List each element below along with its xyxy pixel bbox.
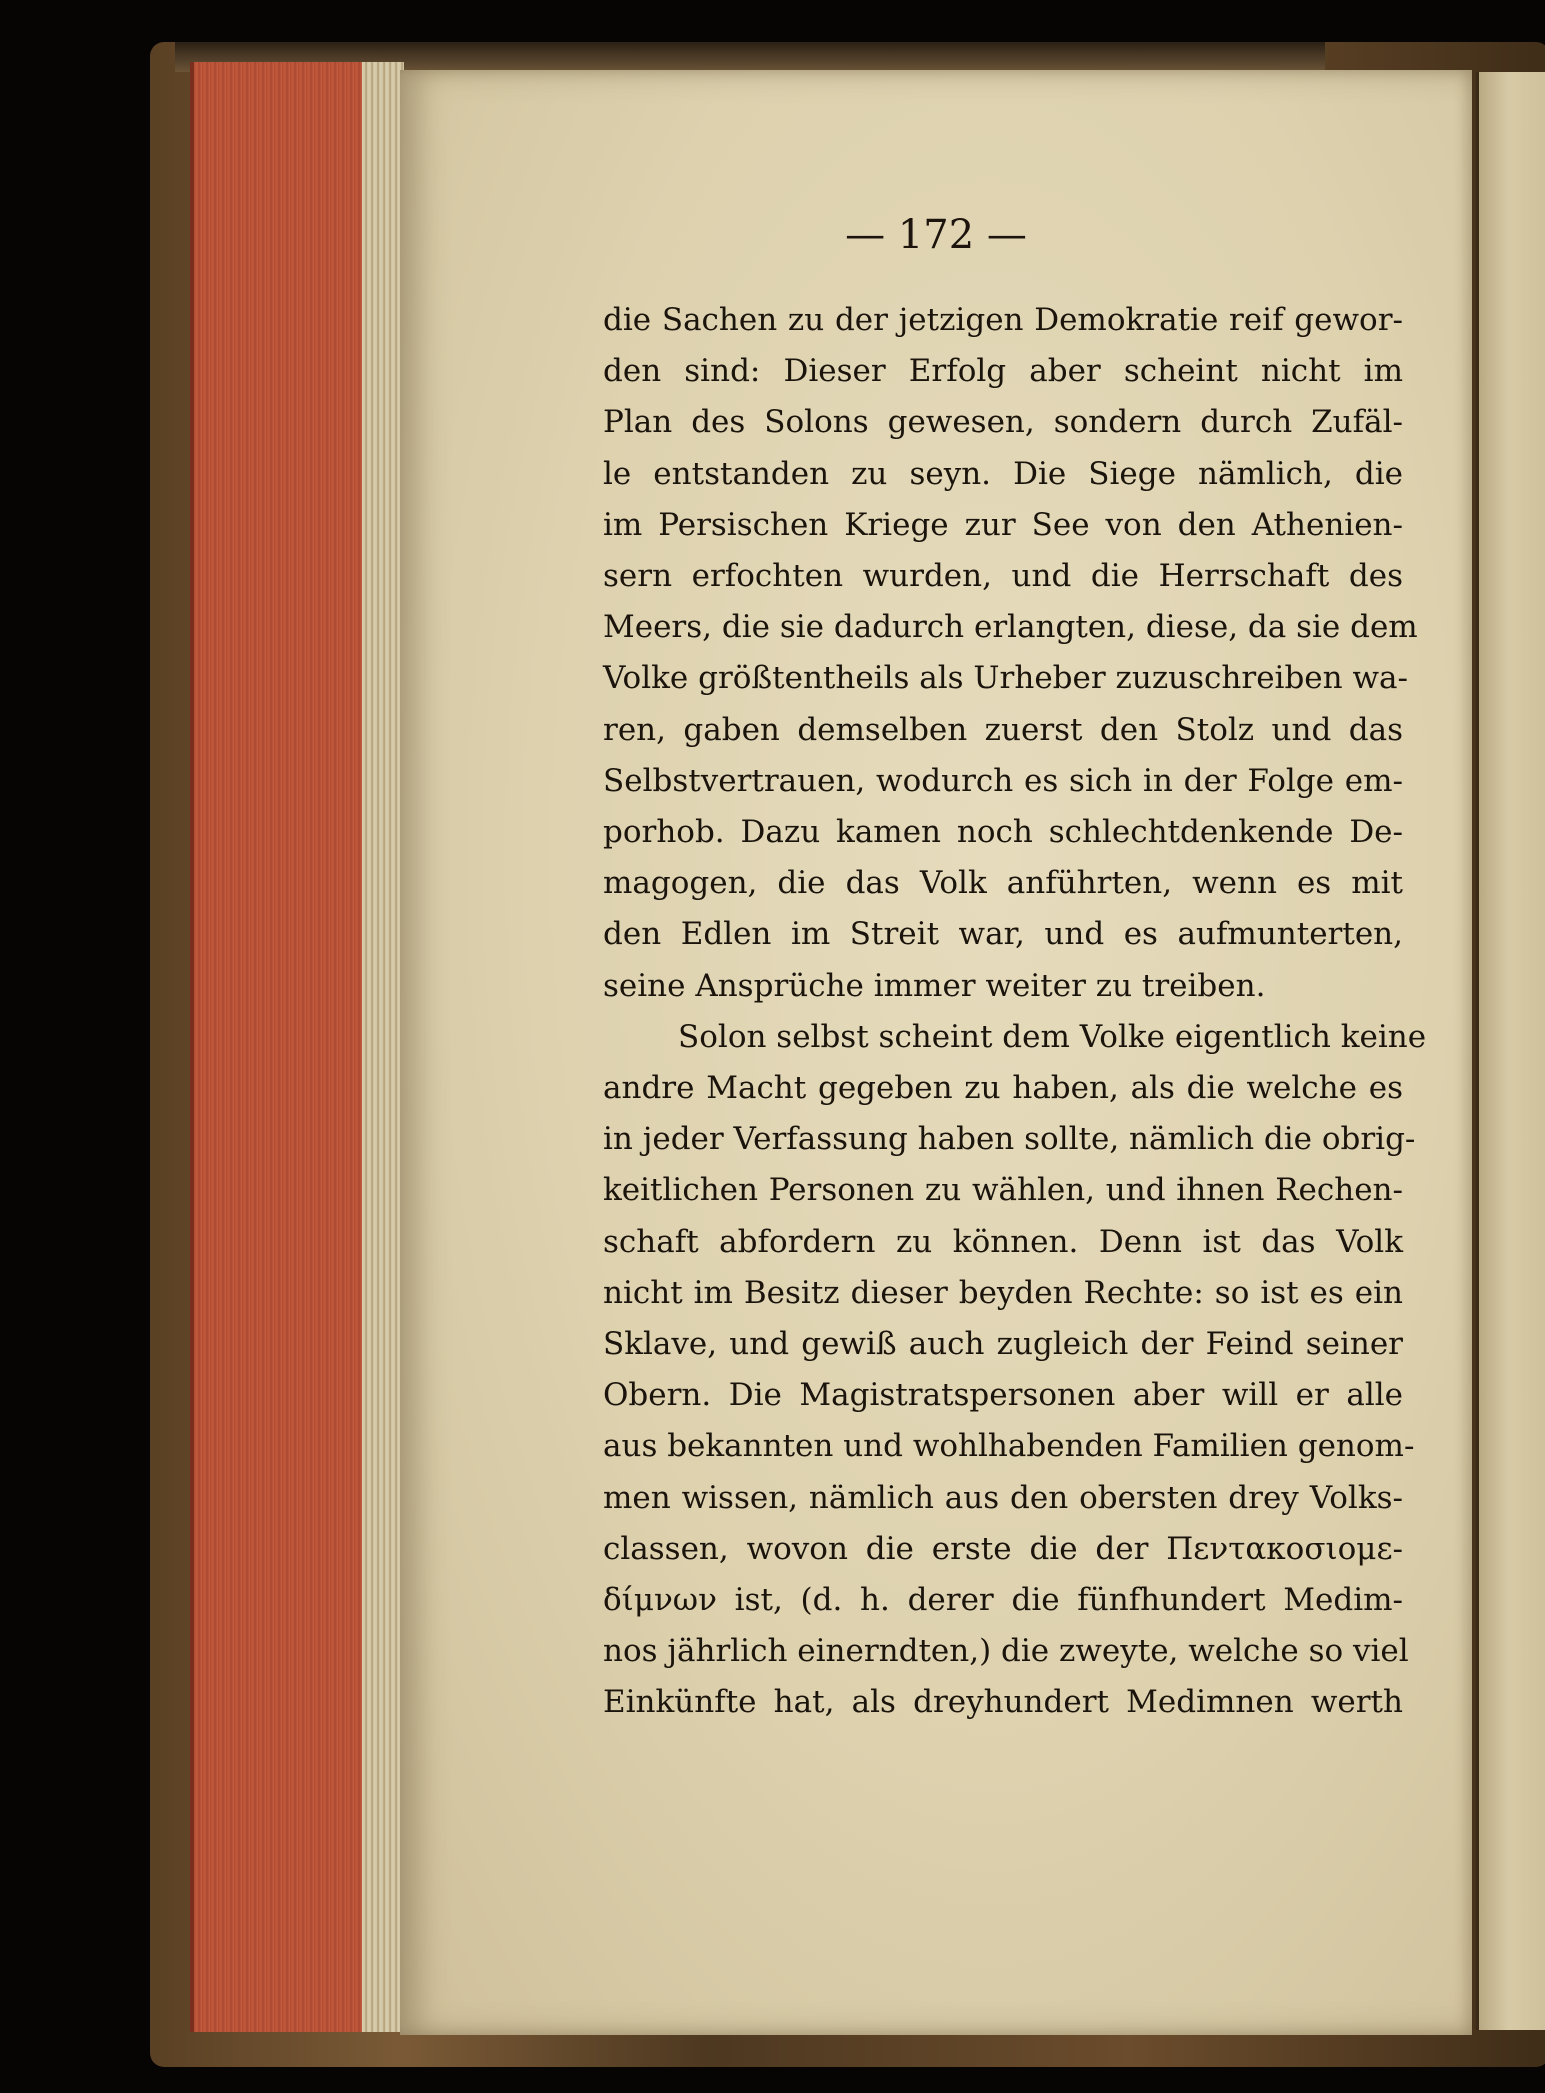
text-line: Selbstvertrauen, wodurch es sich in der Folge em-	[603, 762, 1403, 799]
text-line: den Edlen im Streit war, und es aufmunterten,	[603, 916, 1403, 953]
page-body-text	[603, 295, 1427, 1729]
text-line: Meers, die sie dadurch erlangten, diese, da sie dem	[603, 609, 1418, 646]
text-line: Sklave, und gewiß auch zugleich der Feind seiner	[603, 1326, 1403, 1363]
text-line: andre Macht gegeben zu haben, als die welche es	[603, 1070, 1403, 1107]
text-line: porhob. Dazu kamen noch schlechtdenkende De-	[603, 814, 1403, 851]
text-line: sern erfochten wurden, und die Herrschaft des	[603, 558, 1403, 595]
text-line: keitlichen Personen zu wählen, und ihnen Rechen-	[603, 1172, 1403, 1209]
text-line: classen, wovon die erste die der Πενταкοσιομε-	[603, 1530, 1403, 1567]
text-line: den sind: Dieser Erfolg aber scheint nicht im	[603, 353, 1403, 390]
text-line: ren, gaben demselben zuerst den Stolz und das	[603, 711, 1403, 748]
text-line: die Sachen zu der jetzigen Demokratie reif gewor-	[603, 302, 1403, 338]
text-line: aus bekannten und wohlhabenden Familien genom-	[603, 1428, 1415, 1465]
text-line: men wissen, nämlich aus den obersten drey Volks-	[603, 1479, 1403, 1516]
text-line: in jeder Verfassung haben sollte, nämlich die obrig-	[603, 1121, 1416, 1158]
text-line: Plan des Solons gewesen, sondern durch Zufäl-	[603, 404, 1403, 441]
text-line: schaft abfordern zu können. Denn ist das Volk	[603, 1223, 1403, 1260]
page-number-header: — 172 —	[845, 212, 1027, 258]
red-page-edges	[190, 62, 369, 2032]
text-line: Obern. Die Magistratspersonen aber will er alle	[603, 1377, 1403, 1414]
facing-page-edge	[1476, 72, 1545, 2030]
text-line: nos jährlich einerndten,) die zweyte, welche so viel	[603, 1633, 1409, 1670]
text-line: nicht im Besitz dieser beyden Rechte: so ist es ein	[603, 1274, 1403, 1311]
text-line: Volke größtentheils als Urheber zuzuschreiben wa-	[603, 660, 1408, 697]
text-line: δίμνων ist, (d. h. derer die fünfhundert Medim-	[603, 1582, 1403, 1619]
text-line: Einkünfte hat, als dreyhundert Medimnen werth	[603, 1684, 1403, 1721]
text-line: Solon selbst scheint dem Volke eigentlich keine	[678, 1018, 1427, 1055]
page-stack	[362, 62, 404, 2032]
text-line: le entstanden zu seyn. Die Siege nämlich, die	[603, 455, 1403, 492]
text-line: magogen, die das Volk anführten, wenn es mit	[603, 865, 1403, 902]
text-line: seine Ansprüche immer weiter zu treiben.	[603, 967, 1266, 1004]
text-line: im Persischen Kriege zur See von den Athenien-	[603, 506, 1403, 543]
